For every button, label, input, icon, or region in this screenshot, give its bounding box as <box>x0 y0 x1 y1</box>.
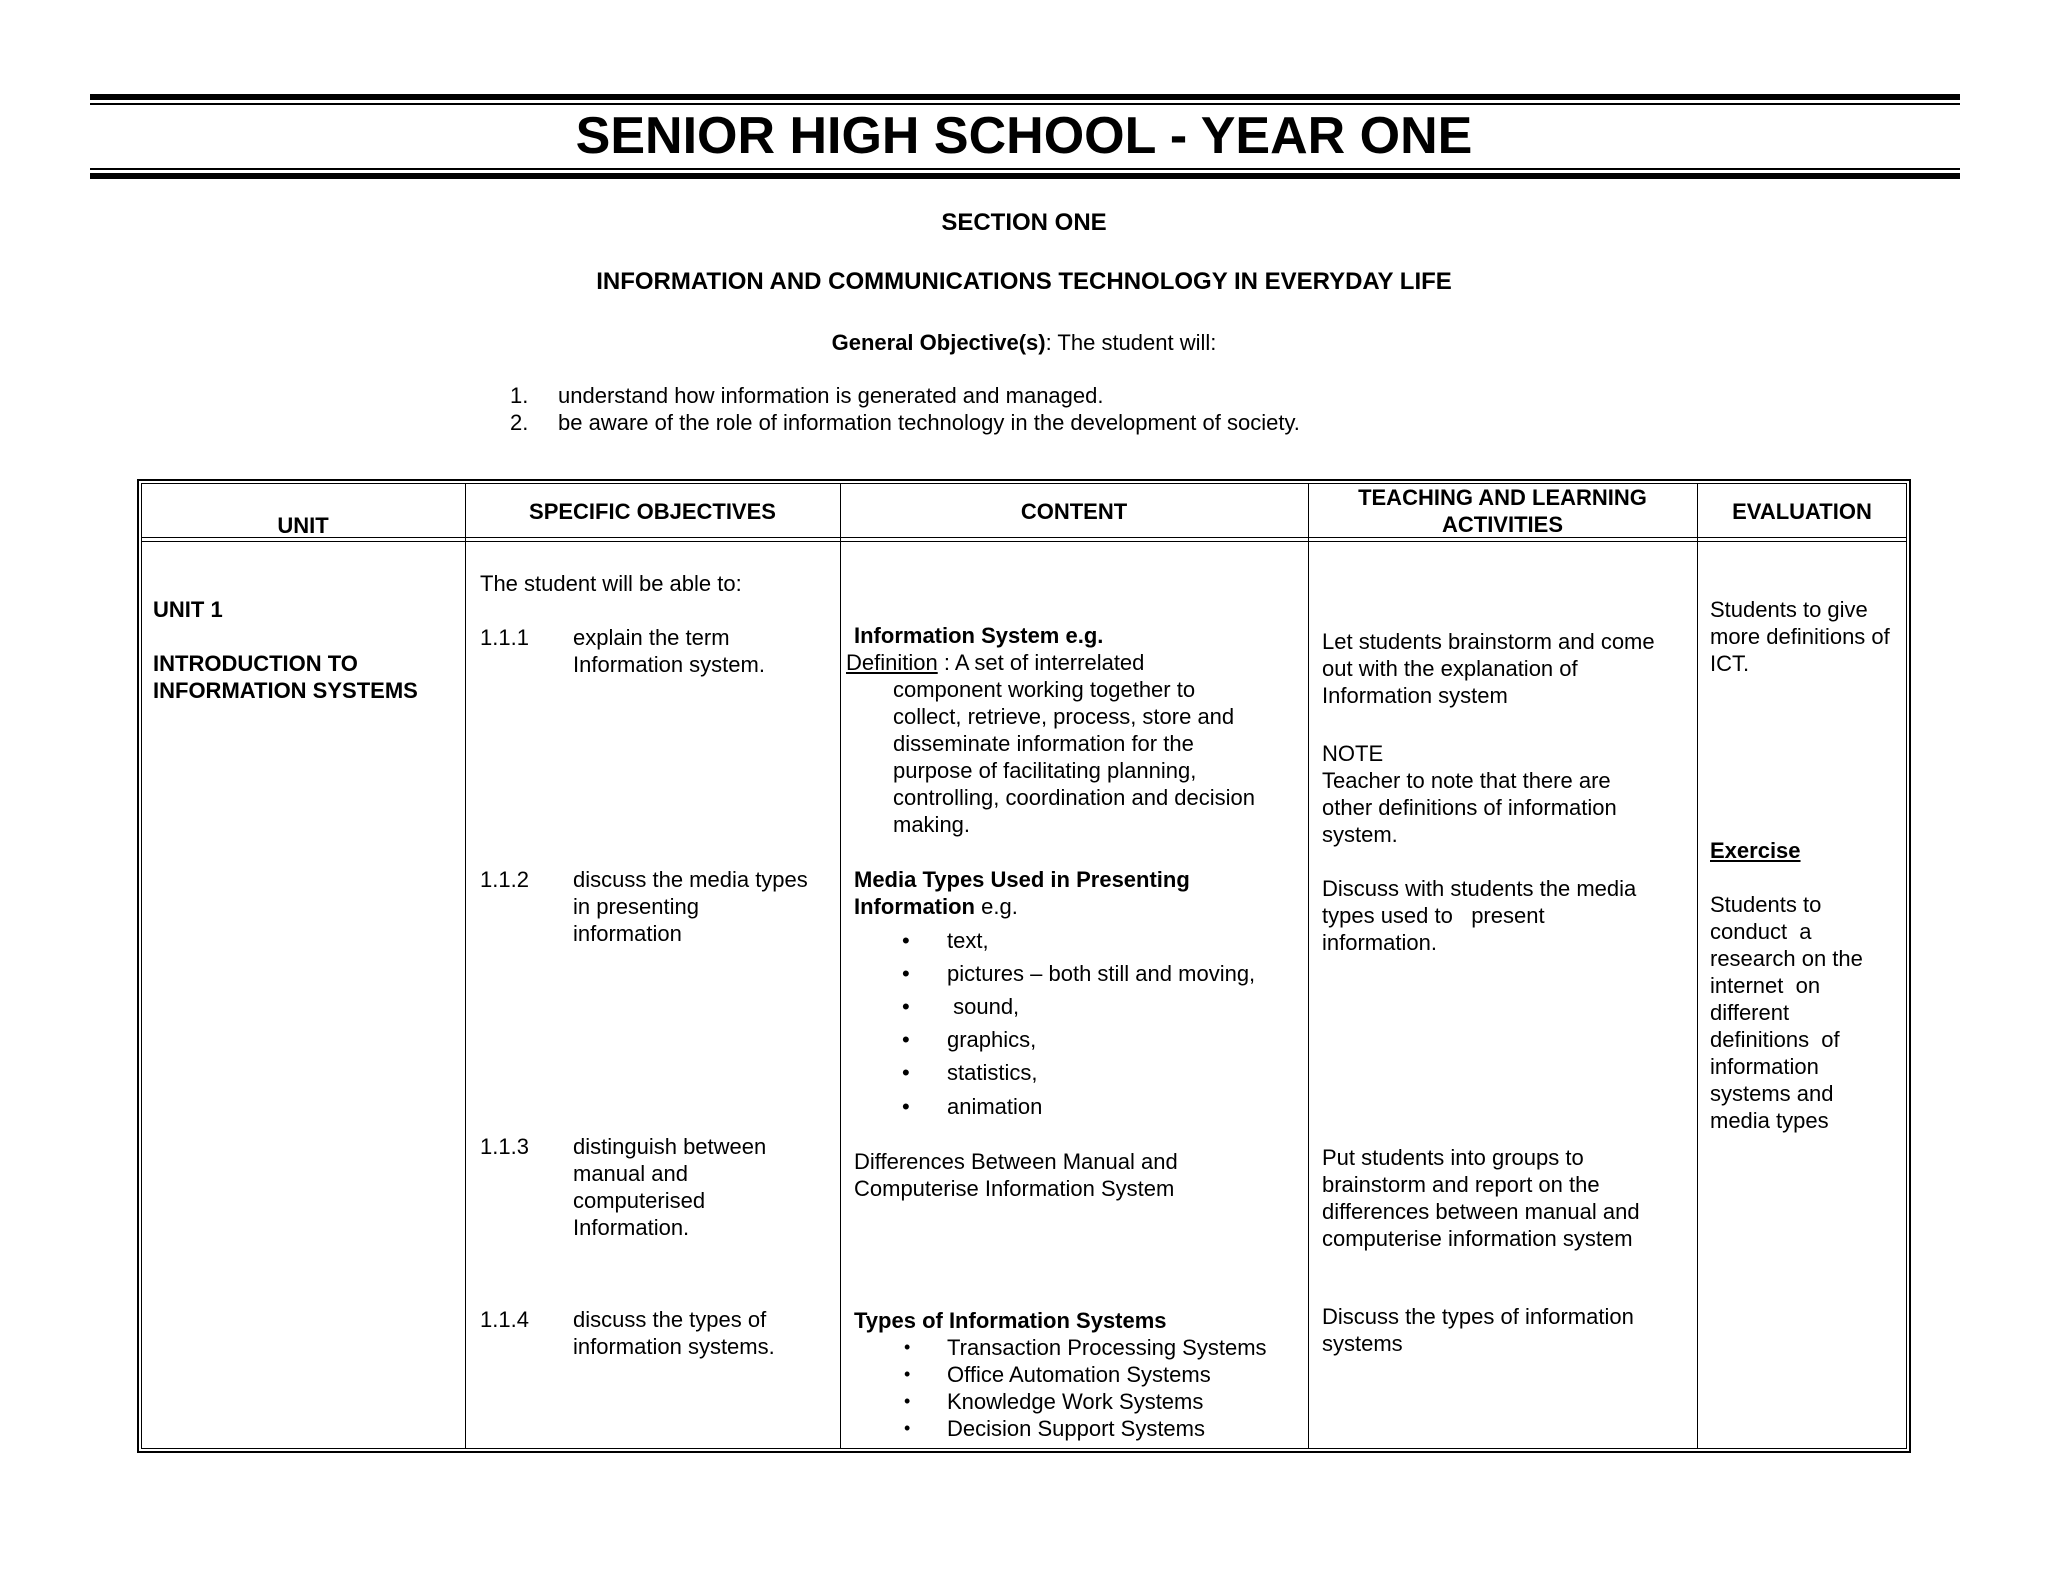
objective-number: 1.1.2 <box>480 867 529 892</box>
activity-text: Let students brainstorm and come <box>1322 629 1655 654</box>
types-item: Decision Support Systems <box>947 1416 1205 1441</box>
activity-text: Teacher to note that there are <box>1322 768 1611 793</box>
topic-heading: INFORMATION AND COMMUNICATIONS TECHNOLOGY IN EVERYDAY LIFE <box>596 268 1452 295</box>
header-activities-line-1: TEACHING AND LEARNING <box>1358 485 1647 510</box>
bullet-icon: • <box>904 1391 911 1411</box>
header-activities <box>1308 484 1697 538</box>
activity-text: Discuss with students the media <box>1322 876 1637 901</box>
objective-text: information <box>573 921 682 946</box>
definition-text: making. <box>893 812 971 837</box>
header-content: CONTENT <box>1020 499 1128 524</box>
media-item: text, <box>947 928 989 953</box>
media-heading-suffix: e.g. <box>975 894 1018 919</box>
evaluation-text: internet on <box>1710 973 1821 998</box>
unit-number: UNIT 1 <box>153 597 223 622</box>
types-item: Transaction Processing Systems <box>947 1335 1267 1360</box>
activity-text: out with the explanation of <box>1322 656 1578 681</box>
column-divider <box>1308 483 1309 1449</box>
content-info-system-heading: Information System e.g. <box>854 623 1104 648</box>
objective-number: 1.1.1 <box>480 625 529 650</box>
bullet-icon: • <box>902 1060 910 1085</box>
content-media-heading-line-2 <box>854 893 1018 920</box>
activity-text: Discuss the types of information <box>1322 1304 1634 1329</box>
objective-text: information systems. <box>573 1334 775 1359</box>
activity-text: types used to present <box>1322 903 1545 928</box>
activity-text: systems <box>1322 1331 1403 1356</box>
activity-text: differences between manual and <box>1322 1199 1640 1224</box>
evaluation-text: different <box>1710 1000 1790 1025</box>
header-unit: UNIT <box>277 513 329 538</box>
activity-text: other definitions of information <box>1322 795 1617 820</box>
definition-first: A set of interrelated <box>954 650 1145 675</box>
evaluation-text: systems and <box>1710 1081 1834 1106</box>
header-activities-line-2: ACTIVITIES <box>1441 512 1563 537</box>
top-rule-thick <box>90 94 1960 100</box>
bottom-rule-thin <box>90 168 1960 170</box>
evaluation-text: research on the <box>1710 946 1863 971</box>
types-item: Office Automation Systems <box>947 1362 1211 1387</box>
header-separator-2 <box>141 541 1907 542</box>
objectives-intro: The student will be able to: <box>480 571 742 596</box>
objective-text: Information. <box>573 1215 690 1240</box>
page-title: SENIOR HIGH SCHOOL - YEAR ONE <box>575 107 1473 165</box>
bullet-icon: • <box>902 1027 910 1052</box>
list-item <box>510 409 1300 436</box>
header-evaluation: EVALUATION <box>1732 499 1872 524</box>
definition-label: Definition <box>846 650 938 675</box>
section-heading: SECTION ONE <box>941 209 1107 236</box>
objective-text: discuss the media types <box>573 867 808 892</box>
activity-text: system. <box>1322 822 1398 847</box>
list-item-text: be aware of the role of information technology in the development of society. <box>558 410 1300 435</box>
top-rule-thin <box>90 103 1960 105</box>
activity-text: computerise information system <box>1322 1226 1633 1251</box>
activity-text: Information system <box>1322 683 1508 708</box>
header-specific-objectives: SPECIFIC OBJECTIVES <box>529 499 776 524</box>
objective-text: Information system. <box>573 652 765 677</box>
column-divider <box>465 483 466 1449</box>
content-differences: Computerise Information System <box>854 1176 1175 1201</box>
definition-text: disseminate information for the <box>893 731 1194 756</box>
list-item-number: 1. <box>510 383 529 408</box>
bullet-icon: • <box>902 961 910 986</box>
bullet-icon: • <box>902 1094 910 1119</box>
evaluation-text: conduct a <box>1710 919 1812 944</box>
unit-title-line-1: INTRODUCTION TO <box>153 651 358 676</box>
media-item: graphics, <box>947 1027 1037 1052</box>
bullet-icon: • <box>904 1364 911 1384</box>
list-item <box>510 382 1300 409</box>
media-item: pictures – both still and moving, <box>947 961 1256 986</box>
objective-number: 1.1.4 <box>480 1307 529 1332</box>
evaluation-text: media types <box>1710 1108 1829 1133</box>
general-objectives-suffix: : The student will: <box>1045 330 1217 355</box>
content-differences: Differences Between Manual and <box>854 1149 1178 1174</box>
objective-text: computerised <box>573 1188 706 1213</box>
objective-text: distinguish between <box>573 1134 767 1159</box>
column-divider <box>1697 483 1698 1449</box>
evaluation-exercise-label: Exercise <box>1710 838 1801 863</box>
column-divider <box>840 483 841 1449</box>
objective-number: 1.1.3 <box>480 1134 529 1159</box>
definition-text: component working together to <box>893 677 1196 702</box>
objective-text: manual and <box>573 1161 688 1186</box>
definition-text: purpose of facilitating planning, <box>893 758 1197 783</box>
activity-text: information. <box>1322 930 1437 955</box>
general-objectives-line <box>0 330 2048 356</box>
definition-separator: : <box>937 650 955 675</box>
bullet-icon: • <box>902 928 910 953</box>
unit-title-line-2: INFORMATION SYSTEMS <box>153 678 418 703</box>
objective-text: discuss the types of <box>573 1307 767 1332</box>
objective-text: explain the term <box>573 625 730 650</box>
content-types-heading: Types of Information Systems <box>854 1308 1167 1333</box>
activity-text: brainstorm and report on the <box>1322 1172 1600 1197</box>
evaluation-text: more definitions of <box>1710 624 1890 649</box>
definition-text: collect, retrieve, process, store and <box>893 704 1235 729</box>
general-objectives-label: General Objective(s) <box>831 330 1046 355</box>
list-item-number: 2. <box>510 410 529 435</box>
objective-text: in presenting <box>573 894 699 919</box>
evaluation-text: Students to <box>1710 892 1822 917</box>
content-definition-line <box>846 649 1144 676</box>
evaluation-text: definitions of <box>1710 1027 1840 1052</box>
types-item: Knowledge Work Systems <box>947 1389 1204 1414</box>
bullet-icon: • <box>902 994 910 1019</box>
definition-text: controlling, coordination and decision <box>893 785 1256 810</box>
content-media-heading: Media Types Used in Presenting <box>854 867 1190 892</box>
activity-note-label: NOTE <box>1322 741 1384 766</box>
media-item: statistics, <box>947 1060 1038 1085</box>
media-item: sound, <box>947 994 1020 1019</box>
bullet-icon: • <box>904 1337 911 1357</box>
media-item: animation <box>947 1094 1043 1119</box>
media-heading-word: Information <box>854 894 975 919</box>
bottom-rule-thick <box>90 173 1960 179</box>
activity-text: Put students into groups to <box>1322 1145 1584 1170</box>
evaluation-text: information <box>1710 1054 1819 1079</box>
list-item-text: understand how information is generated and managed. <box>558 383 1104 408</box>
general-objectives-list <box>510 382 1300 436</box>
bullet-icon: • <box>904 1418 911 1438</box>
evaluation-text: Students to give <box>1710 597 1868 622</box>
evaluation-text: ICT. <box>1710 651 1750 676</box>
